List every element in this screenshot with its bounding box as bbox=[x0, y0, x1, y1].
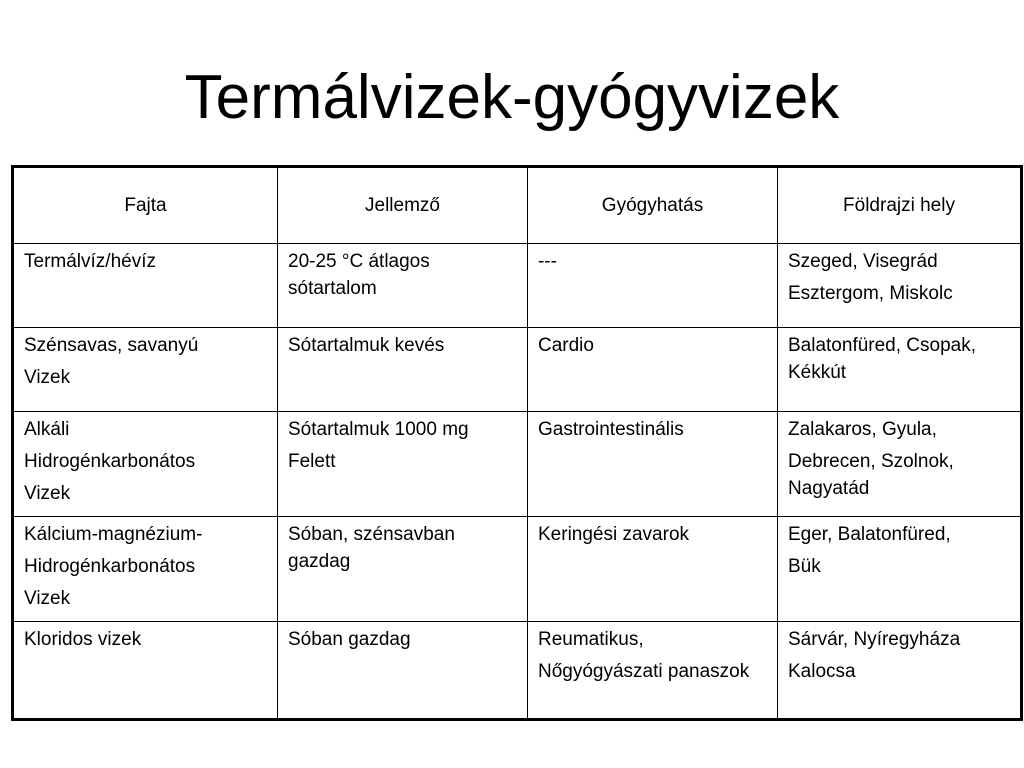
cell-text: Reumatikus, bbox=[538, 629, 644, 650]
cell-text: Vizek bbox=[24, 367, 71, 388]
cell-foldrajzi-hely bbox=[778, 412, 1022, 517]
cell-fajta bbox=[13, 622, 278, 720]
cell-text: Gastrointestinális bbox=[538, 419, 684, 440]
cell-text: Szénsavas, savanyú bbox=[24, 335, 199, 356]
table-row bbox=[13, 328, 1022, 412]
cell-gyogyhatas bbox=[528, 412, 778, 517]
cell-text: Zalakaros, Gyula, bbox=[788, 419, 937, 440]
cell-text: Keringési zavarok bbox=[538, 524, 690, 545]
header-fajta: Fajta bbox=[13, 167, 278, 244]
cell-foldrajzi-hely bbox=[778, 328, 1022, 412]
cell-jellemzo bbox=[278, 244, 528, 328]
table-row bbox=[13, 412, 1022, 517]
cell-text: Balatonfüred, Csopak, Kékkút bbox=[788, 335, 977, 383]
cell-text: Eger, Balatonfüred, bbox=[788, 524, 951, 545]
cell-fajta bbox=[13, 412, 278, 517]
cell-text: Szeged, Visegrád bbox=[788, 251, 938, 272]
header-jellemzo: Jellemző bbox=[278, 167, 528, 244]
cell-text: Sóban, szénsavban gazdag bbox=[288, 524, 455, 572]
table-row bbox=[13, 622, 1022, 720]
cell-text: Kloridos vizek bbox=[24, 629, 142, 650]
cell-gyogyhatas bbox=[528, 328, 778, 412]
cell-text: Debrecen, Szolnok, Nagyatád bbox=[788, 451, 954, 499]
cell-text: Sótartalmuk kevés bbox=[288, 335, 445, 356]
cell-foldrajzi-hely bbox=[778, 244, 1022, 328]
cell-text: Bük bbox=[788, 556, 821, 577]
cell-jellemzo bbox=[278, 517, 528, 622]
cell-jellemzo bbox=[278, 412, 528, 517]
cell-foldrajzi-hely bbox=[778, 517, 1022, 622]
thermal-water-table bbox=[11, 165, 1023, 721]
cell-text: Sárvár, Nyíregyháza bbox=[788, 629, 961, 650]
cell-fajta bbox=[13, 517, 278, 622]
cell-text: Vizek bbox=[24, 588, 71, 609]
cell-gyogyhatas bbox=[528, 622, 778, 720]
cell-text: Sótartalmuk 1000 mg bbox=[288, 419, 469, 440]
cell-text: Nőgyógyászati panaszok bbox=[538, 661, 750, 682]
table-header-row bbox=[13, 167, 1022, 244]
header-foldrajzi-hely: Földrajzi hely bbox=[778, 167, 1022, 244]
cell-jellemzo bbox=[278, 328, 528, 412]
cell-text: Esztergom, Miskolc bbox=[788, 283, 953, 304]
cell-jellemzo bbox=[278, 622, 528, 720]
cell-text: Kálcium-magnézium- bbox=[24, 524, 203, 545]
cell-foldrajzi-hely bbox=[778, 622, 1022, 720]
cell-text: Termálvíz/hévíz bbox=[24, 251, 156, 272]
cell-text: Sóban gazdag bbox=[288, 629, 411, 650]
cell-fajta bbox=[13, 328, 278, 412]
cell-text: Hidrogénkarbonátos bbox=[24, 556, 196, 577]
page-title: Termálvizek-gyógyvizek bbox=[184, 63, 840, 132]
table-row bbox=[13, 517, 1022, 622]
cell-gyogyhatas bbox=[528, 517, 778, 622]
cell-fajta bbox=[13, 244, 278, 328]
cell-text: Alkáli bbox=[24, 419, 70, 440]
cell-text: Cardio bbox=[538, 335, 594, 356]
cell-text: Hidrogénkarbonátos bbox=[24, 451, 196, 472]
header-gyogyhatas: Gyógyhatás bbox=[528, 167, 778, 244]
cell-text: 20-25 °C átlagos sótartalom bbox=[288, 251, 430, 299]
cell-text: Felett bbox=[288, 451, 336, 472]
cell-text: --- bbox=[538, 251, 557, 272]
cell-text: Kalocsa bbox=[788, 661, 856, 682]
cell-text: Vizek bbox=[24, 483, 71, 504]
cell-gyogyhatas bbox=[528, 244, 778, 328]
table-row bbox=[13, 244, 1022, 328]
